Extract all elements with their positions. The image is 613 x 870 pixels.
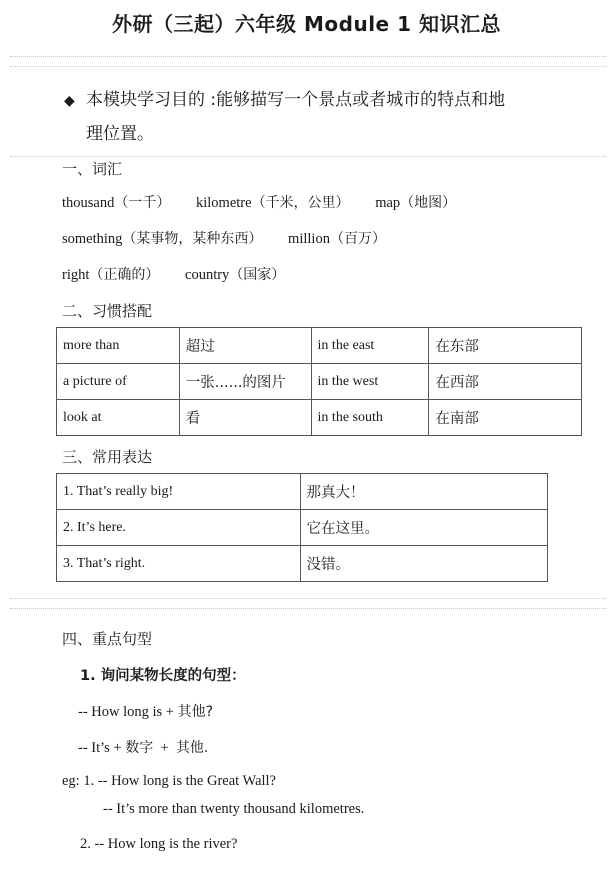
table-row <box>57 400 582 436</box>
vocab-row <box>62 192 478 212</box>
table-cell: 那真大！ <box>300 474 548 510</box>
example-answer: -- It’s more than twenty thousand kilometres. <box>103 801 365 817</box>
expressions-table <box>56 473 548 582</box>
pattern-answer: -- It’s + 数字 + 其他. <box>78 740 209 756</box>
expressions-heading: 三、常用表达 <box>62 448 153 466</box>
divider <box>10 66 606 67</box>
table-cell: 没错。 <box>300 546 548 582</box>
learning-goal <box>64 84 564 151</box>
phrases-table <box>56 327 582 436</box>
goal-line-2: 理位置。 <box>86 124 154 144</box>
table-cell: 3. That’s right. <box>57 546 301 582</box>
table-row <box>57 474 548 510</box>
table-cell: 一张......的图片 <box>179 364 311 400</box>
divider <box>10 56 606 57</box>
example-question: eg: 1. -- How long is the Great Wall? <box>62 773 276 789</box>
vocab-item: kilometre（千米，公里） <box>195 195 350 211</box>
table-cell: 在西部 <box>429 364 582 400</box>
divider <box>10 608 606 609</box>
divider <box>10 156 606 157</box>
vocab-item: map（地图） <box>375 195 457 211</box>
vocab-row <box>62 228 408 248</box>
table-cell: 在东部 <box>429 328 582 364</box>
vocab-item: country（国家） <box>185 267 286 283</box>
table-row <box>57 328 582 364</box>
table-row <box>57 510 548 546</box>
table-row <box>57 546 548 582</box>
sub-heading-length: 1. 询问某物长度的句型： <box>80 668 246 684</box>
table-cell: look at <box>57 400 180 436</box>
phrases-heading: 二、习惯搭配 <box>62 302 153 320</box>
goal-line-1: 本模块学习目的 :能够描写一个景点或者城市的特点和地 <box>86 90 506 110</box>
example-question-2: 2. -- How long is the river? <box>80 836 238 852</box>
vocab-item: thousand（一千） <box>62 195 171 211</box>
table-row <box>57 364 582 400</box>
table-cell: a picture of <box>57 364 180 400</box>
table-cell: 在南部 <box>429 400 582 436</box>
table-cell: 超过 <box>179 328 311 364</box>
vocab-item: something（某事物，某种东西） <box>62 231 263 247</box>
vocab-item: right（正确的） <box>62 267 160 283</box>
page-title: 外研（三起）六年级 Module 1 知识汇总 <box>112 12 501 36</box>
table-cell: 它在这里。 <box>300 510 548 546</box>
diamond-bullet-icon: ◆ <box>64 93 75 109</box>
vocab-heading: 一、词汇 <box>62 160 123 178</box>
table-cell: 看 <box>179 400 311 436</box>
table-cell: more than <box>57 328 180 364</box>
vocab-row <box>62 264 307 284</box>
table-cell: in the south <box>311 400 429 436</box>
table-cell: 2. It’s here. <box>57 510 301 546</box>
sentences-heading: 四、重点句型 <box>62 630 153 648</box>
table-cell: in the west <box>311 364 429 400</box>
vocab-item: million（百万） <box>288 231 386 247</box>
pattern-question: -- How long is + 其他? <box>78 704 214 720</box>
table-cell: 1. That’s really big! <box>57 474 301 510</box>
table-cell: in the east <box>311 328 429 364</box>
divider <box>10 598 606 599</box>
